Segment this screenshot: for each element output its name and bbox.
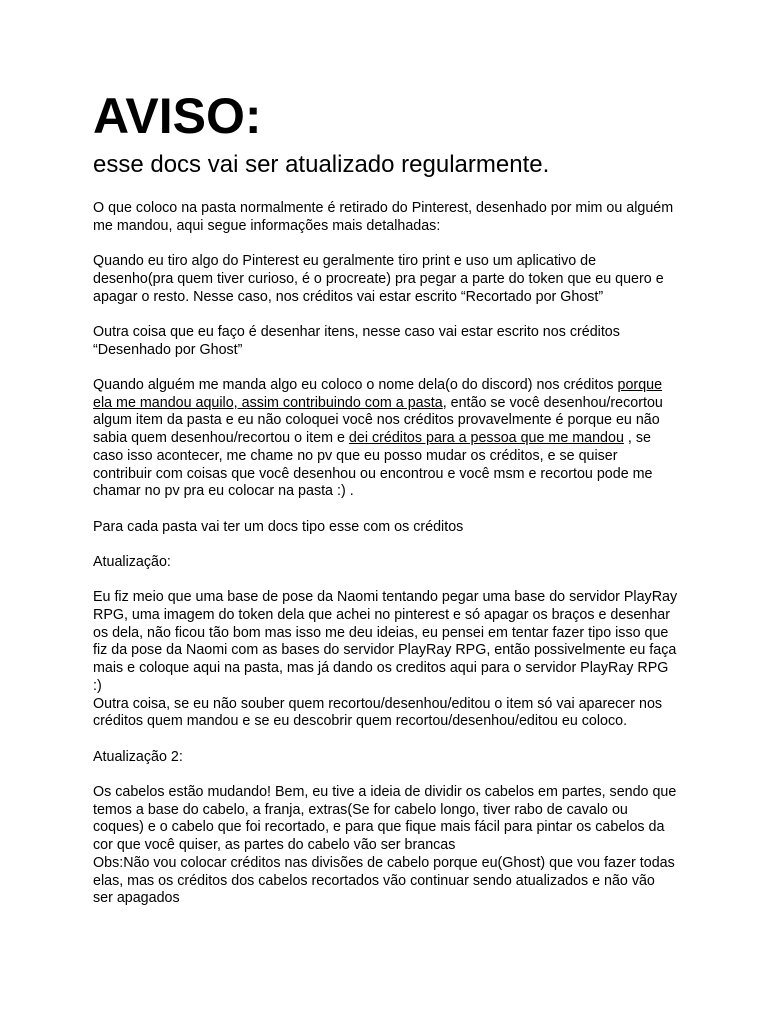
spacer [93, 235, 678, 253]
heading-update-1: Atualização: [93, 553, 171, 570]
paragraph-update-2: Os cabelos estão mudando! Bem, eu tive a ideia de dividir os cabelos em partes, sendo que temos a base do cabelo, a franja, extras(Se for cabelo longo, tiver rabo de cavalo ou coques) e o cabelo que foi recortado, e para que fique mais fácil para pintar os cabelos da cor que você quiser, as partes do cabelo vão ser brancas [93, 784, 677, 854]
spacer [93, 766, 678, 784]
spacer [93, 572, 678, 590]
spacer [93, 536, 678, 554]
spacer [93, 179, 678, 200]
paragraph-update-1-note: Outra coisa, se eu não souber quem recortou/desenhou/editou o item só vai aparecer nos créditos quem mandou e se eu descobrir quem recortou/desenhou/editou eu coloco. [93, 695, 663, 730]
credits-text-b: , então se você desenhou/recortou algum item da pasta e eu não coloquei você nos créditos provavelmente é porque eu não sabia quem desenhou/recortou o item e [93, 394, 663, 447]
document-subtitle: esse docs vai ser atualizado regularmente. [93, 151, 550, 178]
spacer [93, 731, 678, 749]
paragraph-update-2-note: Obs:Não vou colocar créditos nas divisões de cabelo porque eu(Ghost) que vou fazer todas elas, mas os créditos dos cabelos recortados vão continuar sendo atualizados e não vão ser apagados [93, 854, 675, 907]
spacer [93, 359, 678, 377]
paragraph-credits [93, 377, 678, 501]
credits-underlined-1: porque ela me mandou aquilo, assim contribuindo com a pasta [93, 376, 663, 411]
paragraph-intro: O que coloco na pasta normalmente é retirado do Pinterest, desenhado por mim ou alguém me mandou, aqui segue informações mais detalhadas: [93, 200, 674, 234]
credits-text-c: , se caso isso acontecer, me chame no pv que eu posso mudar os créditos, e se quiser contribuir com coisas que você desenhou ou encontrou e você msm e recortou pode me chamar no pv pra eu colocar na pasta :) . [93, 430, 653, 500]
credits-text-a: Quando alguém me manda algo eu coloco o nome dela(o do discord) nos créditos [93, 376, 618, 393]
credits-underlined-2: dei créditos para a pessoa que me mandou [348, 430, 624, 447]
paragraph-pinterest: Quando eu tiro algo do Pinterest eu geralmente tiro print e uso um aplicativo de desenho(pra quem tiver curioso, é o procreate) pra pegar a parte do token que eu quero e apagar o resto. Nesse caso, nos créditos vai estar escrito “Recortado por Ghost” [93, 253, 664, 305]
paragraph-drawn-items: Outra coisa que eu faço é desenhar itens, nesse caso vai estar escrito nos créditos “Desenhado por Ghost” [93, 323, 620, 358]
spacer [93, 306, 678, 324]
document-title: AVISO: [93, 88, 262, 144]
heading-update-2: Atualização 2: [93, 748, 183, 765]
spacer [93, 501, 678, 519]
document-page [93, 88, 678, 908]
paragraph-update-1: Eu fiz meio que uma base de pose da Naomi tentando pegar uma base do servidor PlayRay RPG, uma imagem do token dela que achei no pinterest e só apagar os braços e desenhar os dela, não ficou tão bom mas isso me deu ideias, eu pensei em tentar fazer tipo isso que fiz da pose da Naomi com as bases do servidor PlayRay RPG, então possivelmente eu faça mais e coloque aqui na pasta, mas já dando os creditos aqui para o servidor PlayRay RPG :) [93, 589, 678, 694]
paragraph-docs-per-folder: Para cada pasta vai ter um docs tipo esse com os créditos [93, 518, 464, 535]
